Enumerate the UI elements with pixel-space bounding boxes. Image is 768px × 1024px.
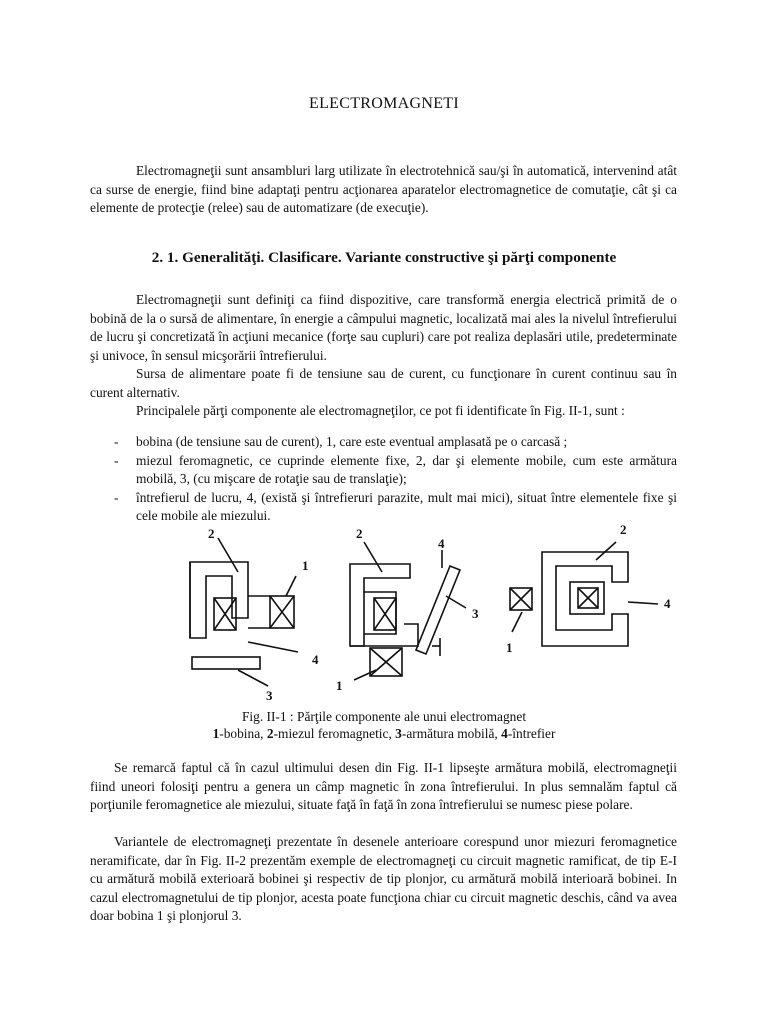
paragraph-variants: Variantele de electromagneţi prezentate în desenele anterioare corespund unor miezuri feromagnetice neramificate, dar în Fig. II-2 prezentăm exemple de electromagneţi cu circuit magnetic ramificat, de tip E-I cu armătură mobilă exterioară bobinei şi respectiv de tip plonjor, cu armătură mobilă interioară bobinei. In cazul electromagnetului de tip plonjor, acesta poate funcţiona chiar cu circuit magnetic deschis, când va avea doar bobina 1 şi plonjorul 3. [90, 834, 677, 924]
list-item [90, 433, 677, 452]
figure-label-4: 4 [312, 652, 319, 667]
figure-electromagnets [150, 520, 710, 710]
figure-caption-title: Fig. II-1 : Părţile componente ale unui electromagnet [241, 709, 527, 724]
list-dash: - [114, 452, 119, 468]
armature-bar [416, 566, 460, 654]
figure-label-1: 1 [506, 640, 513, 655]
paragraph-components-intro: Principalele părţi componente ale electromagneţilor, ce pot fi identificate în Fig. II-1, sunt : [136, 403, 625, 418]
electromagnet-rotating-armature [350, 542, 466, 680]
caption-number: 2 [266, 726, 274, 741]
caption-text: -armătura mobilă, [401, 726, 502, 741]
electromagnet-u-core [190, 538, 298, 686]
caption-text: -bobina, [219, 726, 267, 741]
paragraph-definition: Electromagneţii sunt definiţi ca fiind dispozitive, care transformă energia electrică primită de o bobină de la o sursă de alimentare, în energie a câmpului magnetic, localizată mai ales la nivelul întrefierului de lucru şi concretizată în acţiuni mecanice (forţe sau cupluri) care pot realiza deplasări utile, predeterminate şi univoce, în sensul micşorării întrefierului. [90, 292, 677, 363]
components-list [90, 433, 677, 526]
list-dash: - [114, 489, 119, 505]
list-dash: - [114, 434, 119, 449]
electromagnet-c-core [510, 542, 658, 646]
caption-number: 4 [501, 726, 508, 741]
figure-label-1: 1 [302, 558, 309, 573]
caption-text: -miezul feromagnetic, [273, 726, 396, 741]
page-title: ELECTROMAGNETI [309, 95, 459, 112]
figure-label-2: 2 [620, 522, 627, 537]
list-item [90, 452, 677, 489]
list-item-text: întrefierul de lucru, 4, (există şi întrefieruri parazite, mult mai mici), situat între elementele fixe şi cele mobile ale miezului. [136, 489, 677, 524]
figure-label-4: 4 [664, 596, 671, 611]
caption-number: 3 [395, 726, 402, 741]
section-heading: 2. 1. Generalităţi. Clasificare. Variante constructive şi părţi componente [151, 249, 617, 266]
figure-caption-legend [0, 725, 768, 742]
figure-label-2: 2 [208, 526, 215, 541]
figure-label-1: 1 [336, 678, 343, 693]
core-shape [542, 552, 628, 646]
armature-bar [192, 657, 260, 669]
paragraph-power-source: Sursa de alimentare poate fi de tensiune sau de curent, cu funcţionare în curent continuu sau în curent alternativ. [90, 366, 677, 400]
figure-label-3: 3 [472, 606, 479, 621]
intro-paragraph: Electromagneţii sunt ansambluri larg utilizate în electrotehnică sau/şi în automatică, intervenind atât ca surse de energie, fiind bine adaptaţi pentru acţionarea aparatelor electromagnetice de comutaţie, cât şi ca elemente de protecţie (relee) sau de automatizare (de execuţie). [90, 163, 677, 216]
figure-label-3: 3 [266, 688, 273, 703]
figure-label-2: 2 [356, 526, 363, 541]
core-shape [190, 562, 248, 638]
list-item-text: bobina (de tensiune sau de curent), 1, care este eventual amplasată pe o carcasă ; [136, 434, 568, 449]
caption-text: -întrefier [507, 726, 556, 741]
paragraph-remark: Se remarcă faptul că în cazul ultimului desen din Fig. II-1 lipseşte armătura mobilă, electromagneţii fiind uneori folosiţi pentru a genera un câmp magnetic în zona întrefierului. In plus semnalăm faptul că porţiunile feromagnetice ale miezului, situate faţă în faţă în zona întrefierului se numesc piese polare. [90, 760, 677, 813]
caption-number: 1 [212, 726, 220, 741]
figure-label-4: 4 [438, 536, 445, 551]
list-item-text: miezul feromagnetic, ce cuprinde elemente fixe, 2, dar şi elemente mobile, cum este armătura mobilă, 3, (cu mişcare de rotaţie sau de translaţie); [136, 452, 677, 487]
